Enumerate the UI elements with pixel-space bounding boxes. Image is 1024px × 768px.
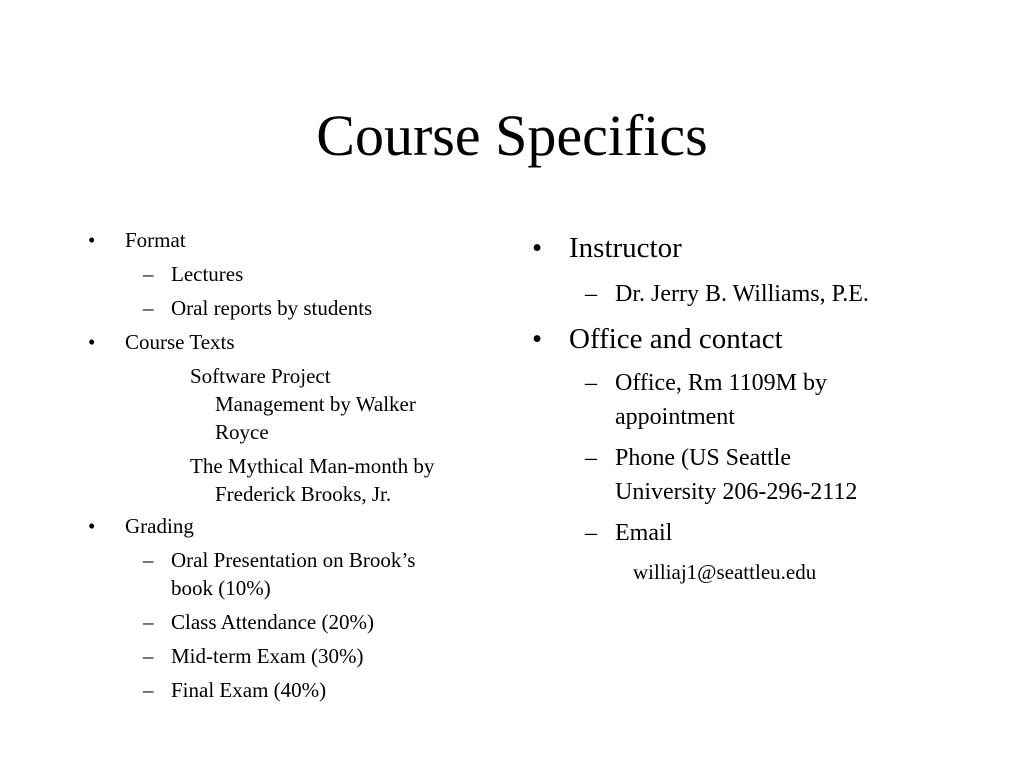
dash-instructor-name: – (585, 281, 597, 307)
dash-grading-1: – (143, 548, 154, 572)
format-heading: Format (125, 228, 186, 252)
grading-item-midterm: Mid-term Exam (30%) (171, 644, 364, 668)
grading-heading: Grading (125, 514, 194, 538)
grading-item-oral-presentation-line1: Oral Presentation on Brook’s (171, 548, 416, 572)
bullet-grading: • (88, 514, 96, 538)
bullet-office: • (532, 323, 543, 355)
office-line2: appointment (615, 404, 735, 430)
dash-phone: – (585, 445, 597, 471)
office-heading: Office and contact (569, 323, 783, 355)
instructor-heading: Instructor (569, 232, 682, 264)
book1-line2: Management by Walker (215, 392, 416, 416)
course-texts-heading: Course Texts (125, 330, 235, 354)
slide-title: Course Specifics (316, 103, 708, 168)
book2-line1: The Mythical Man-month by (190, 454, 435, 478)
book1-line1: Software Project (190, 364, 331, 388)
grading-item-oral-presentation-line2: book (10%) (171, 576, 271, 600)
dash-grading-2: – (143, 610, 154, 634)
format-item-oral-reports: Oral reports by students (171, 296, 373, 320)
grading-item-final: Final Exam (40%) (171, 678, 327, 702)
dash-lectures: – (143, 262, 154, 286)
book2-line2: Frederick Brooks, Jr. (215, 482, 392, 506)
email-address: williaj1@seattleu.edu (633, 560, 817, 584)
phone-line2: University 206-296-2112 (615, 479, 858, 505)
instructor-name: Dr. Jerry B. Williams, P.E. (615, 281, 869, 307)
bullet-format: • (88, 228, 96, 252)
dash-oral-reports: – (143, 296, 154, 320)
bullet-course-texts: • (88, 330, 96, 354)
office-line1: Office, Rm 1109M by (615, 370, 827, 396)
dash-email: – (585, 520, 597, 546)
grading-item-attendance: Class Attendance (20%) (171, 610, 374, 634)
format-item-lectures: Lectures (171, 262, 244, 286)
dash-office: – (585, 370, 597, 396)
dash-grading-3: – (143, 644, 154, 668)
bullet-instructor: • (532, 232, 543, 264)
book1-line3: Royce (215, 420, 269, 444)
dash-grading-4: – (143, 678, 154, 702)
phone-line1: Phone (US Seattle (615, 445, 791, 471)
email-label: Email (615, 520, 673, 546)
